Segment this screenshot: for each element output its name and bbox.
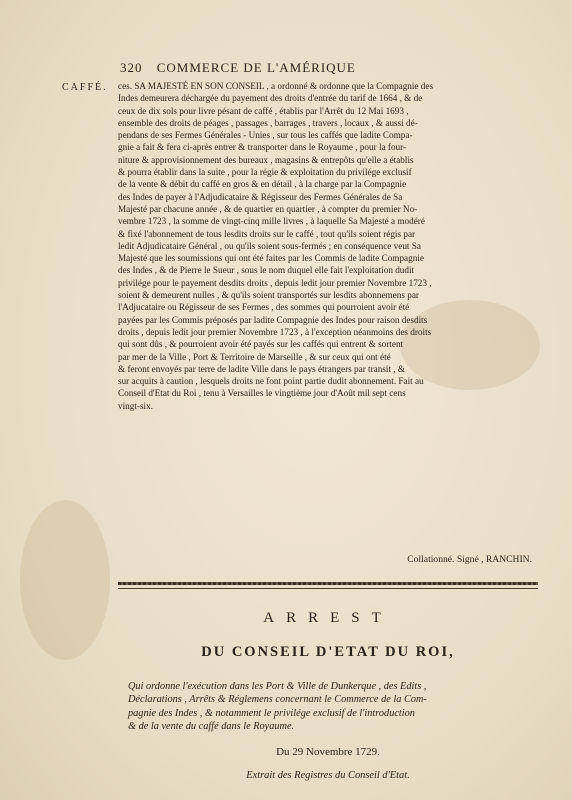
body-line: ledit Adjudicataire Général , ou qu'ils soient sous-fermés ; en conséquence veut Sa [118,240,421,251]
body-line: ensemble des droits de péages , passages , barrages , travers , locaux , & aussi dé- [118,117,418,128]
body-line: & fixé l'abonnement de tous lesdits droits sur le caffé , tout qu'ils soient régis par [118,228,416,239]
body-line: & pourra établir dans la suite , pour la régie & exploitation du privilége exclusif [118,167,412,178]
body-line: qui sont dûs , & pourroient avoir été payés sur les caffés qui entrent & sortent [118,339,404,350]
body-line: Majesté par chacune année , & de quartier en quartier , à compter du premier No- [118,203,418,214]
page-number: 320 [120,60,143,75]
body-line: l'Adjucataire ou Régisseur de ses Fermes , des sommes qui pourroient avoir été [118,302,410,313]
body-text [118,80,536,412]
body-line: droits , depuis ledit jour premier Novembre 1723 , à l'exception néanmoins des droits [118,326,432,337]
body-line: Indes demeurera déchargée du payement des droits d'entrée du tarif de 1664 , & de [118,93,423,104]
decree-subtitle: DU CONSEIL D'ETAT DU ROI, [201,644,455,660]
body-line: sur acquits à caution , lesquels droits ne font point partie dudit abonnement. Fait au [118,376,424,387]
body-line: privilége pour le payement desdits droits , depuis ledit jour premier Novembre 1723 , [118,277,432,288]
body-line: soient & demeurent nulles , & qu'ils soient transportés sur lesdits abonnemens par [118,290,419,301]
decree-date: Du 29 Novembre 1729. [276,746,380,758]
body-line: ceux de dix sols pour livre pésant de caffé , établis par l'Arrêt du 12 Mai 1693 , [118,105,409,116]
body-line: par mer de la Ville , Port & Territoire de Marseille , & sur ceux qui ont été [118,351,391,362]
body-line: des Indes , & de Pierre le Sueur , sous le nom duquel elle fait l'exploitation dudit [118,265,415,276]
body-line: gnie a fait & fera ci-après entrer & transporter dans le Royaume , pour la four- [118,142,407,153]
summary-line: Déclarations , Arrêts & Réglemens concernant le Commerce de la Com- [128,694,427,706]
decree-summary [128,680,533,734]
summary-line: & de la vente du caffé dans le Royaume. [128,721,295,733]
running-title: COMMERCE DE L'AMÉRIQUE [156,60,356,75]
body-line: vingt-six. [118,400,153,411]
body-line: ces. SA MAJESTÉ EN SON CONSEIL , a ordonné & ordonne que la Compagnie des [118,81,434,91]
body-line: payées par les Commis préposés par ladite Compagnie des Indes pour raison desdits [118,314,428,325]
body-line: vembre 1723 , la somme de vingt-cinq mille livres , à laquelle Sa Majesté a modéré [118,216,425,227]
summary-line: Qui ordonne l'exécution dans les Port & Ville de Dunkerque , des Edits , [128,681,427,692]
body-line: des Indes de payer à l'Adjudicataire & Régisseur des Fermes Générales de Sa [118,191,403,202]
body-line: Conseil d'Etat du Roi , tenu à Versailles le vingtième jour d'Août mil sept cens [118,388,406,399]
body-line: & feront envoyés par terre de ladite Ville dans le pays étrangers par transit , & [118,363,406,374]
body-line: pendans de ses Fermes Générales - Unies , sur tous les caffés que ladite Compa- [118,130,413,141]
body-line: niture & approvisionnement des bureaux , magasins & entrepôts qu'elle a établis [118,154,414,165]
margin-note: CAFFÉ. [62,82,108,93]
body-line: Majesté que les soumissions qui ont été faites par les Commis de ladite Compagnie [118,253,424,264]
extract-note: Extrait des Registres du Conseil d'Etat. [246,770,410,781]
signature-line: Collationné. Signé , RANCHIN. [407,554,532,565]
decree-title: ARREST [263,610,393,626]
summary-line: pagnie des Indes , & notamment le privilége exclusif de l'introduction [128,707,415,719]
paper-stain [20,500,110,660]
divider-line [118,588,538,589]
ornamental-rule [118,582,538,585]
page-header [120,60,356,76]
body-line: de la vente & débit du caffé en gros & en détail , à la charge par la Compagnie [118,179,407,190]
